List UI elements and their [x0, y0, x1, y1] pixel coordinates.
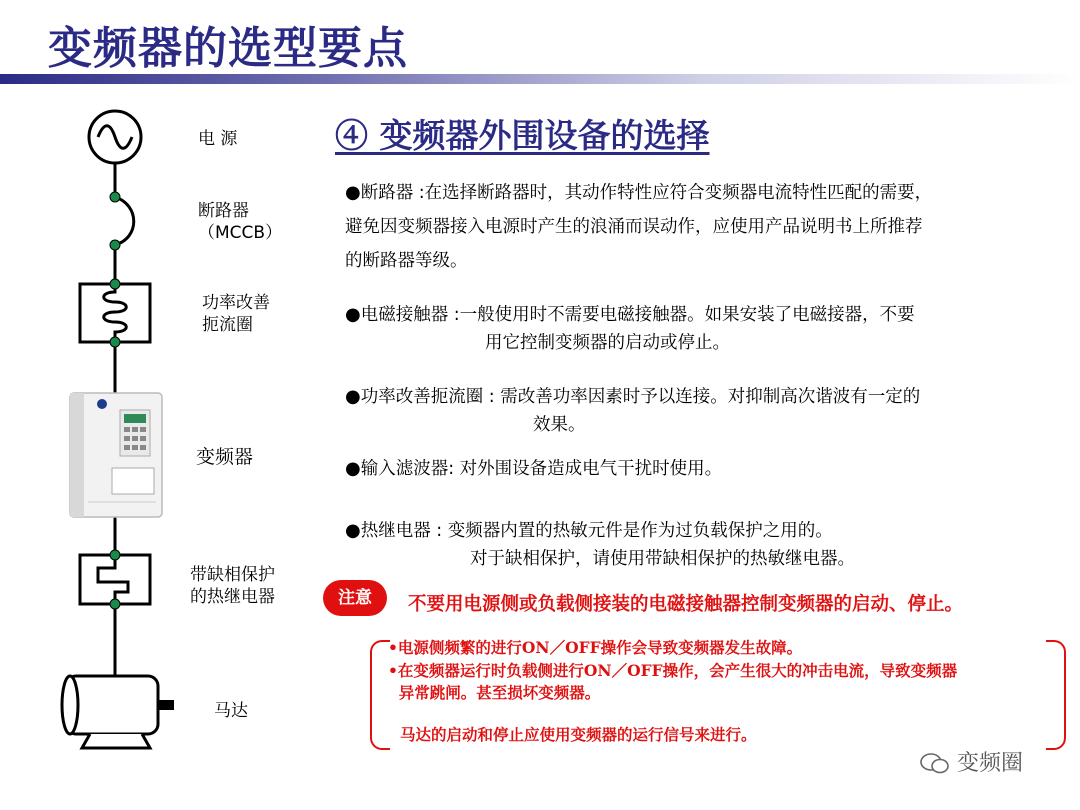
item-contactor: ●电磁接触器 :一般使用时不需要电磁接触器。如果安装了电磁接器，不要 用它控制变频器的启动或停止。	[345, 304, 915, 353]
ac-source-icon	[89, 111, 141, 163]
item-thermal-relay: ●热继电器 : 变频器内置的热敏元件是作为过负载保护之用的。 对于缺相保护，请使用带缺相保护的热敏继电器。	[345, 520, 855, 569]
watermark: 变频圈	[920, 746, 1023, 777]
label-motor: 马达	[214, 701, 248, 721]
note-bracket-left	[370, 640, 390, 750]
item-reactor: ●功率改善扼流圈 : 需改善功率因素时予以连接。对抑制高次谐波有一定的 效果。	[345, 386, 921, 435]
note-line-3: 异常跳闸。甚至损坏变频器。	[388, 683, 601, 702]
note-line-1: •电源侧频繁的进行ON／OFF操作会导致变频器发生故障。	[388, 638, 803, 657]
page-title: 变频器的选型要点	[48, 23, 408, 74]
note-bracket-right	[1046, 640, 1066, 750]
note-text: 不要用电源侧或负载侧接装的电磁接触器控制变频器的启动、停止。	[408, 594, 964, 615]
inverter-unit-icon	[70, 393, 162, 517]
chat-bubble-icon	[920, 751, 950, 777]
section-subtitle: ④ 变频器外围设备的选择	[335, 116, 710, 155]
reactor-coil-icon	[80, 279, 150, 347]
circuit-diagram	[0, 90, 200, 770]
label-inverter: 变频器	[196, 446, 254, 468]
note-line-4: 马达的启动和停止应使用变频器的运行信号来进行。	[400, 725, 757, 744]
note-line-2: •在变频器运行时负载侧进行ON／OFF操作，会产生很大的冲击电流，导致变频器	[388, 661, 958, 680]
thermal-relay-icon	[80, 550, 150, 609]
label-thermal-relay: 带缺相保护 的热继电器	[190, 565, 275, 607]
item-breaker: ●断路器 :在选择断路器时，其动作特性应符合变频器电流特性匹配的需要， 避免因变频器接入电源时产生的浪涌而误动作，应使用产品说明书上所推荐 的断路器等级。	[345, 182, 933, 271]
title-divider	[0, 74, 1080, 84]
note-badge: 注意	[323, 580, 387, 616]
label-power: 电 源	[198, 129, 238, 149]
breaker-icon	[110, 192, 134, 250]
label-breaker: 断路器 （MCCB）	[198, 201, 283, 243]
motor-icon	[62, 676, 174, 748]
item-filter: ●输入滤波器: 对外围设备造成电气干扰时使用。	[345, 458, 723, 479]
label-reactor: 功率改善 扼流圈	[202, 293, 270, 335]
